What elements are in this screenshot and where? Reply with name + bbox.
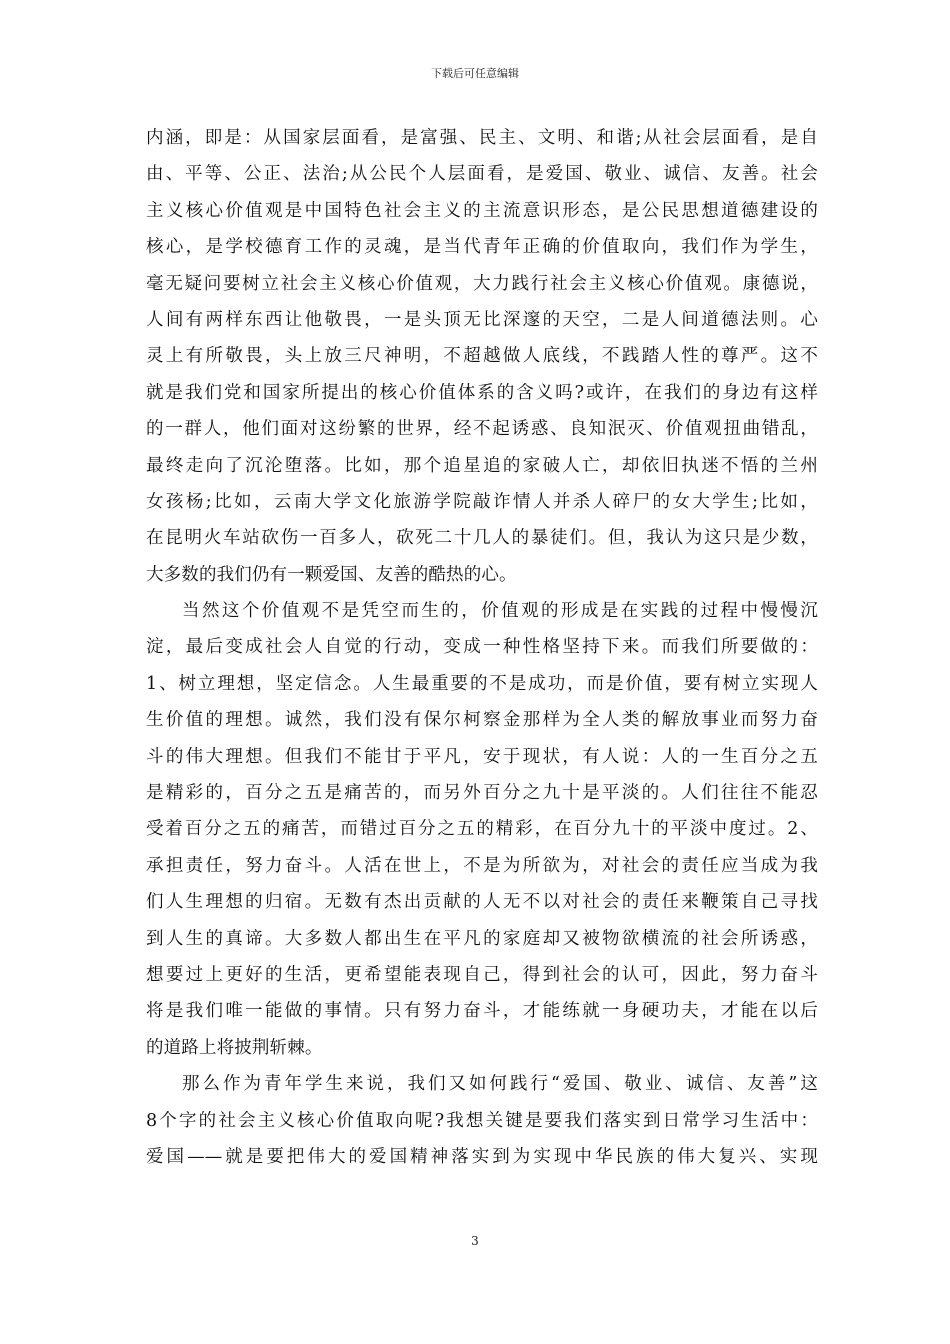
text-line: 由、平等、公正、法治;从公民个人层面看，是爱国、敬业、诚信、友善。社会 (146, 164, 818, 185)
text-line: 的一群人，他们面对这纷繁的世界，经不起诱惑、良知泯灭、价值观扭曲错乱， (146, 419, 818, 440)
text-line: 在昆明火车站砍伤一百多人，砍死二十几人的暴徒们。但，我认为这只是少数， (146, 528, 818, 549)
text-line: 灵上有所敬畏，头上放三尺神明，不超越做人底线，不践踏人性的尊严。这不 (146, 346, 818, 367)
page-header: 下载后可任意编辑 (431, 67, 519, 80)
text-line: 最终走向了沉沦堕落。比如，那个追星追的家破人亡，却依旧执迷不悟的兰州 (146, 455, 818, 476)
text-line: 斗的伟大理想。但我们不能甘于平凡，安于现状，有人说：人的一生百分之五 (146, 746, 818, 767)
text-line: 将是我们唯一能做的事情。只有努力奋斗，才能练就一身硬功夫，才能在以后 (146, 1001, 818, 1022)
page-number: 3 (471, 1234, 479, 1248)
text-line: 是精彩的，百分之五是痛苦的，而另外百分之九十是平淡的。人们往往不能忍 (146, 783, 818, 804)
text-line: 毫无疑问要树立社会主义核心价值观，大力践行社会主义核心价值观。康德说， (146, 273, 818, 294)
text-line: 8个字的社会主义核心价值取向呢?我想关键是要我们落实到日常学习生活中： (146, 1110, 818, 1131)
text-line: 当然这个价值观不是凭空而生的，价值观的形成是在实践的过程中慢慢沉 (182, 601, 818, 622)
text-line: 们人生理想的归宿。无数有杰出贡献的人无不以对社会的责任来鞭策自己寻找 (146, 892, 818, 913)
text-line: 就是我们党和国家所提出的核心价值体系的含义吗?或许，在我们的身边有这样 (146, 382, 818, 403)
text-line: 主义核心价值观是中国特色社会主义的主流意识形态，是公民思想道德建设的 (146, 200, 818, 221)
text-line: 受着百分之五的痛苦，而错过百分之五的精彩，在百分九十的平淡中度过。2、 (146, 819, 818, 840)
text-line: 核心，是学校德育工作的灵魂，是当代青年正确的价值取向，我们作为学生， (146, 237, 818, 258)
text-line: 想要过上更好的生活，更希望能表现自己，得到社会的认可，因此，努力奋斗 (146, 964, 818, 985)
text-line: 那么作为青年学生来说，我们又如何践行“爱国、敬业、诚信、友善”这 (182, 1074, 818, 1095)
text-line: 的道路上将披荆斩棘。 (146, 1037, 323, 1058)
text-line: 内涵，即是：从国家层面看，是富强、民主、文明、和谐;从社会层面看，是自 (146, 128, 818, 148)
text-line: 人间有两样东西让他敬畏，一是头顶无比深邃的天空，二是人间道德法则。心 (146, 309, 818, 330)
text-line: 淀，最后变成社会人自觉的行动，变成一种性格坚持下来。而我们所要做的： (146, 637, 818, 658)
paragraph-1 (146, 120, 818, 593)
text-line: 生价值的理想。诚然，我们没有保尔柯察金那样为全人类的解放事业而努力奋 (146, 710, 818, 731)
text-line: 爱国——就是要把伟大的爱国精神落实到为实现中华民族的伟大复兴、实现 (146, 1146, 818, 1167)
text-line: 大多数的我们仍有一颗爱国、友善的酷热的心。 (146, 564, 517, 585)
text-line: 承担责任，努力奋斗。人活在世上，不是为所欲为，对社会的责任应当成为我 (146, 855, 818, 876)
text-line: 女孩杨;比如，云南大学文化旅游学院敲诈情人并杀人碎尸的女大学生;比如， (146, 491, 818, 512)
paragraph-2 (146, 593, 818, 1066)
text-line: 1、树立理想，坚定信念。人生最重要的不是成功，而是价值，要有树立实现人 (146, 673, 818, 694)
text-line: 到人生的真谛。大多数人都出生在平凡的家庭却又被物欲横流的社会所诱惑， (146, 928, 818, 949)
paragraph-3 (146, 1066, 818, 1175)
document-body (146, 120, 818, 1175)
